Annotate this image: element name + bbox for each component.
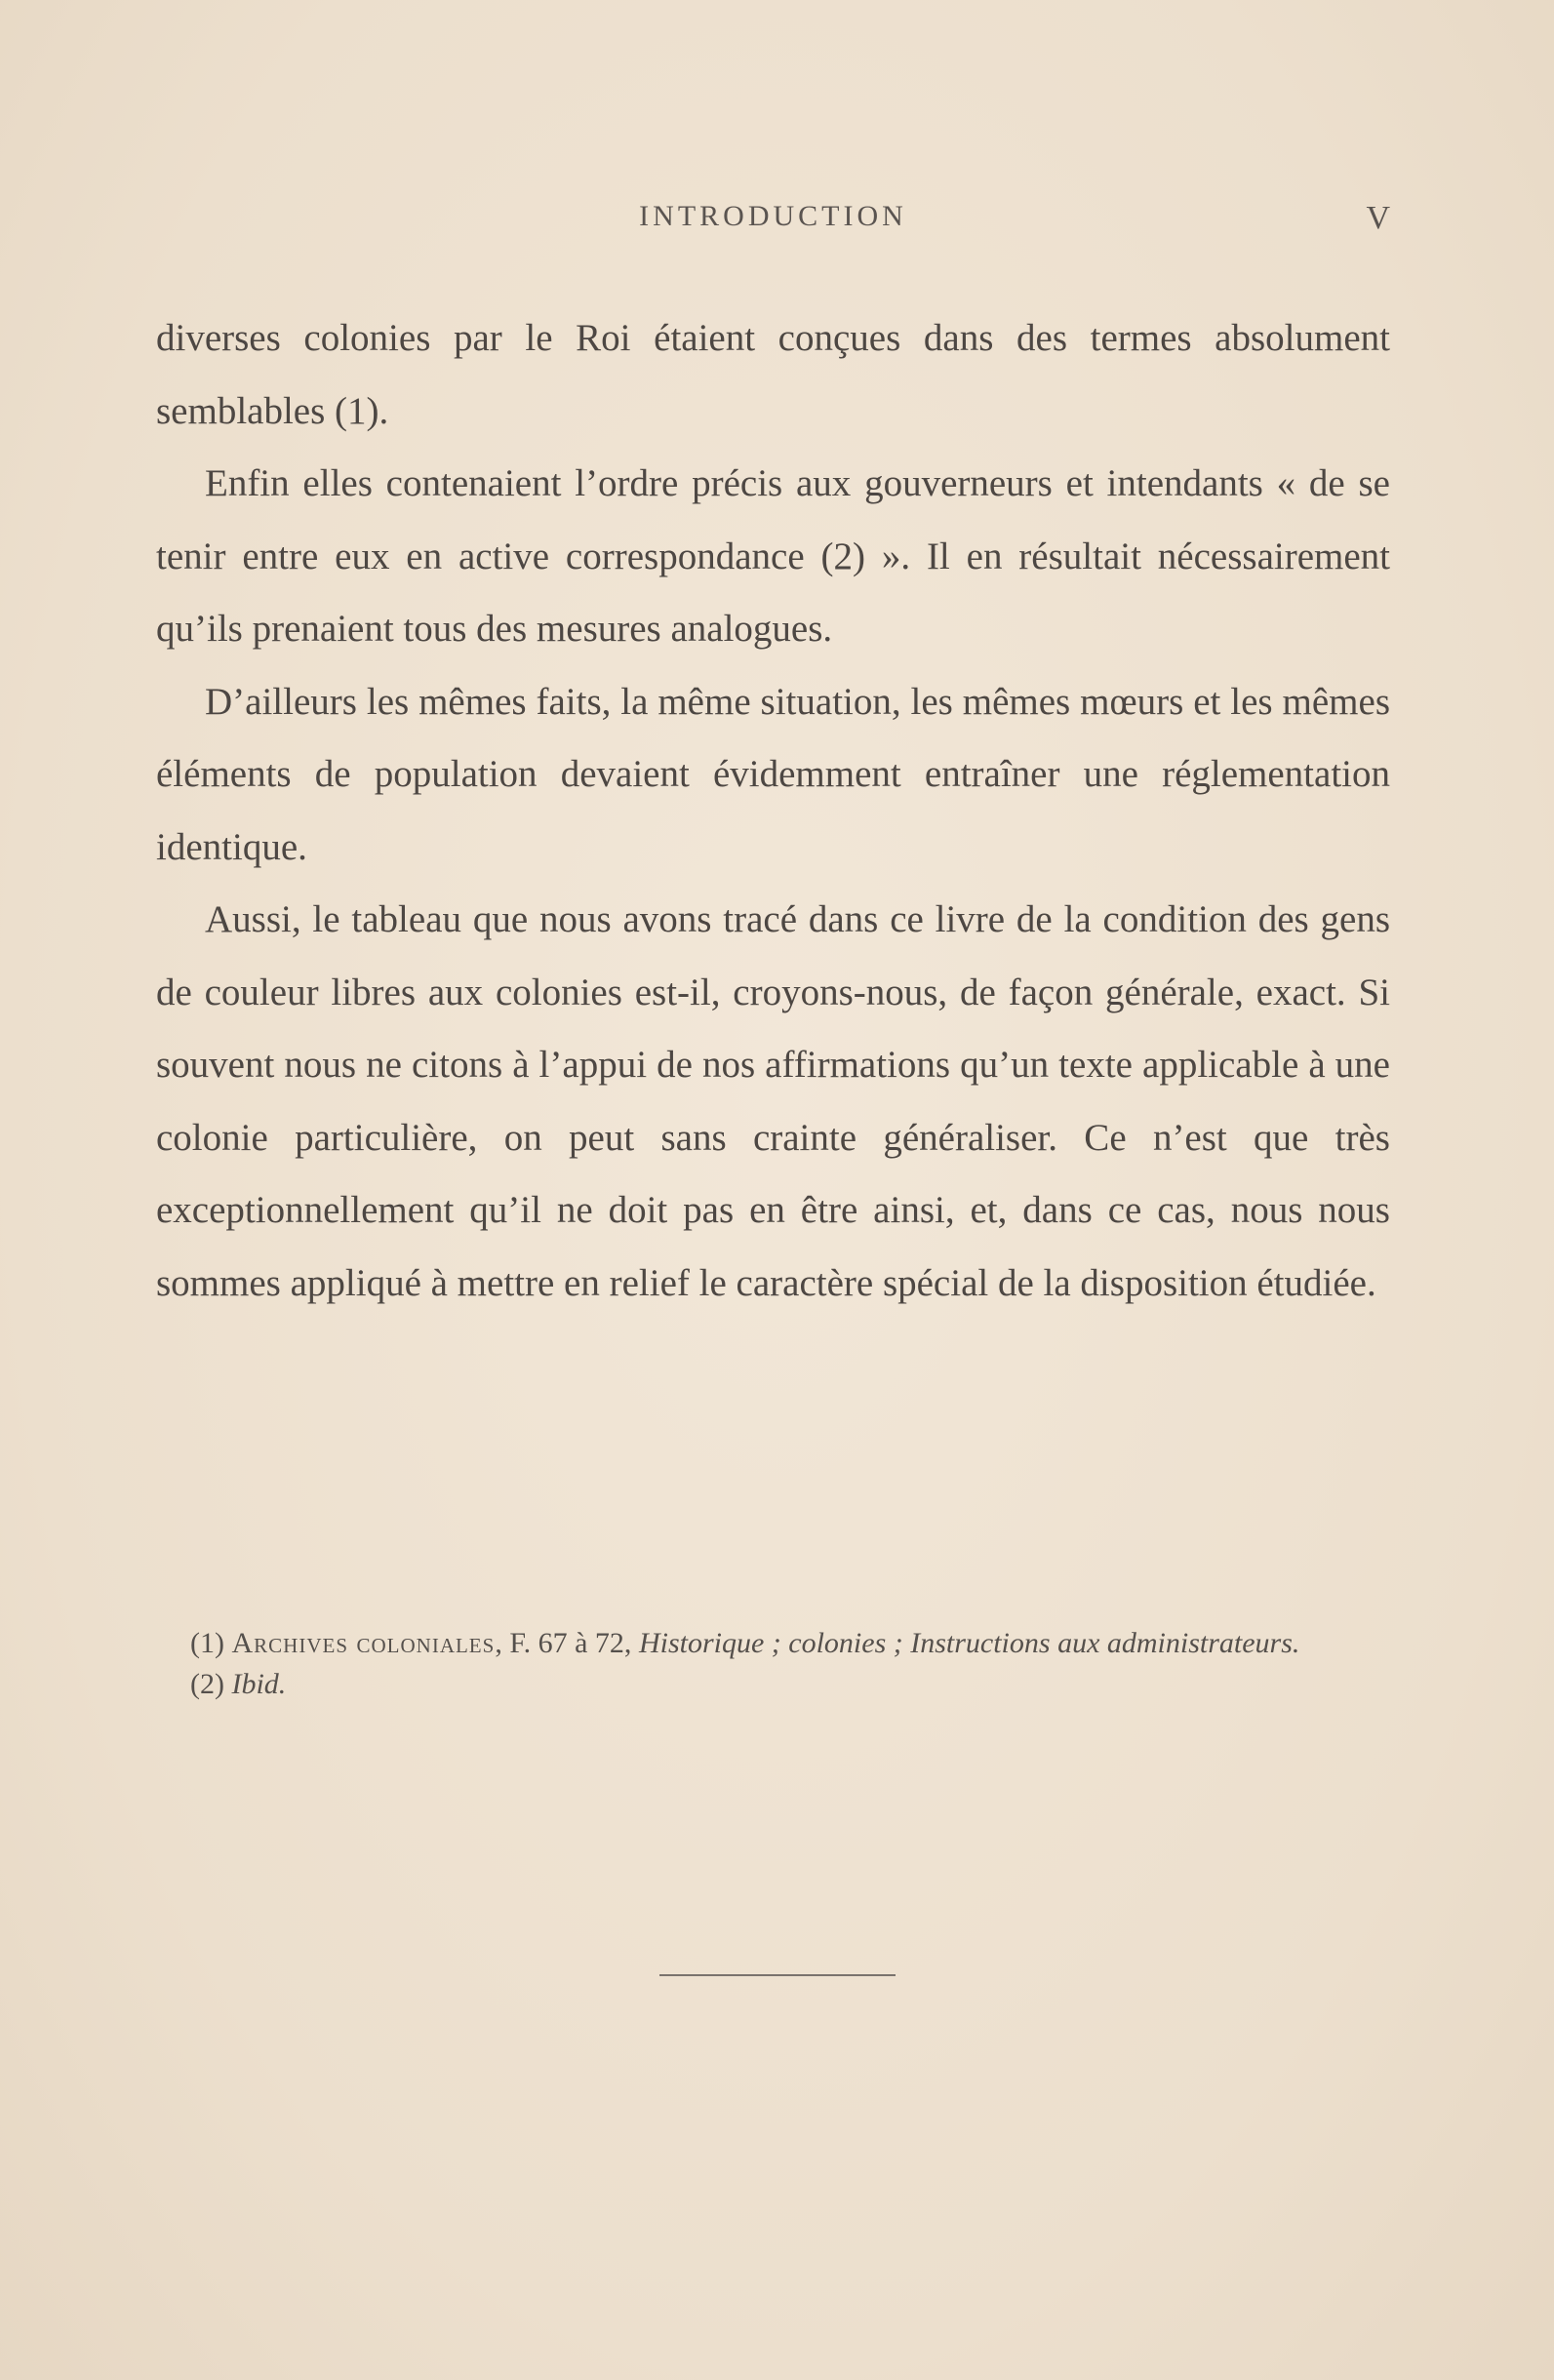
footnote-2 xyxy=(156,1664,1390,1705)
paragraph-4: Aussi, le tableau que nous avons tracé dans ce livre de la condition des gens de couleur libres aux colonies est-il, croyons-nous, de façon générale, exact. Si souvent nous ne citons à l’appui de nos affirmations qu’un texte applicable à une colonie particulière, on peut sans crainte généraliser. Ce n’est que très exceptionnellement qu’il ne doit pas en être ainsi, et, dans ce cas, nous nous sommes appliqué à mettre en relief le caractère spécial de la disposition étudiée. xyxy=(156,898,1390,1304)
footnote-1-title: Historique ; colonies ; Instructions aux administrateurs. xyxy=(638,1627,1300,1659)
end-rule xyxy=(659,1974,896,1976)
footnote-1 xyxy=(156,1623,1390,1664)
footnote-1-source: Archives coloniales xyxy=(231,1627,496,1659)
paragraph-3: D’ailleurs les mêmes faits, la même situation, les mêmes mœurs et les mêmes éléments de population devaient évidemment entraîner une réglementation identique. xyxy=(156,680,1390,868)
footnote-1-reference: , F. 67 à 72, xyxy=(495,1627,639,1659)
footnotes xyxy=(156,1623,1390,1705)
footnote-2-text: Ibid. xyxy=(231,1668,287,1700)
running-title: INTRODUCTION xyxy=(639,200,907,232)
footnote-2-marker: (2) xyxy=(190,1668,224,1700)
body-text xyxy=(156,302,1390,1320)
paragraph-1: diverses colonies par le Roi étaient conçues dans des termes absolument semblables (1). xyxy=(156,317,1390,432)
footnote-1-marker: (1) xyxy=(190,1627,224,1659)
running-header xyxy=(156,200,1390,249)
paragraph-2: Enfin elles contenaient l’ordre précis aux gouverneurs et intendants « de se tenir entre eux en active correspondance (2) ». Il en résultait nécessairement qu’ils prenaient tous des mesures analogues. xyxy=(156,462,1390,650)
page-number: V xyxy=(1366,200,1390,236)
